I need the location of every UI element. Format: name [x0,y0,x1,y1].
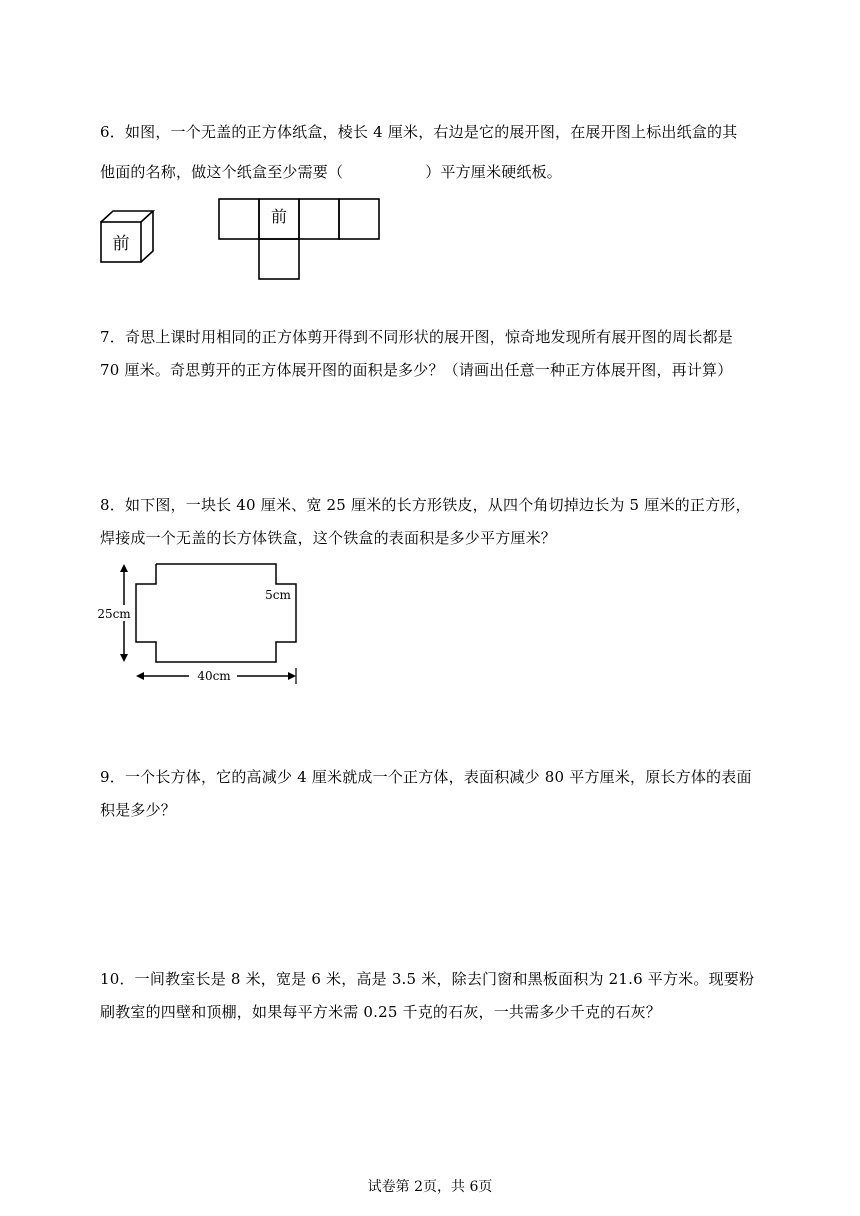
cube-side-face [141,211,153,262]
sheet-outline [136,564,296,662]
cube-front-label: 前 [112,234,130,254]
cube-figure [100,210,160,265]
q8-line-2: 焊接成一个无盖的长方体铁盒，这个铁盒的表面积是多少平方厘米？ [100,529,557,547]
net-square-bottom [259,239,299,279]
width-label: 40cm [197,669,231,683]
q10-line-2: 刷教室的四壁和顶棚，如果每平方米需 0.25 千克的石灰，一共需多少千克的石灰？ [100,1003,661,1021]
q6-line-2-start: 他面的名称，做这个纸盒至少需要（ [100,163,344,181]
width-arrow-right [288,672,296,680]
net-front-label: 前 [270,207,288,226]
q7-line-2: 70 厘米。奇思剪开的正方体展开图的面积是多少？（请画出任意一种正方体展开图，再计算） [100,361,733,379]
q10-line-1: 10．一间教室长是 8 米，宽是 6 米，高是 3.5 米，除去门窗和黑板面积为 21.6 平方米。现要粉 [100,970,755,988]
net-square-left [219,199,259,239]
net-square-3 [299,199,339,239]
q9-line-1: 9．一个长方体，它的高减少 4 厘米就成一个正方体，表面积减少 80 平方厘米，原长方体的表面 [100,768,752,786]
cube-net-figure [218,198,382,282]
height-label: 25cm [97,607,131,621]
q6-line-1: 6．如图，一个无盖的正方体纸盒，棱长 4 厘米，右边是它的展开图，在展开图上标出纸盒的其 [100,123,738,141]
iron-sheet-figure [96,558,306,688]
width-arrow-left [136,672,144,680]
q9-line-2: 积是多少？ [100,801,177,819]
height-arrow-down [120,654,128,662]
q8-line-1: 8．如下图，一块长 40 厘米、宽 25 厘米的长方形铁皮，从四个角切掉边长为 5 厘米的正方形， [100,496,751,514]
net-square-4 [339,199,379,239]
q6-line-2 [100,162,562,182]
height-arrow-up [120,564,128,572]
corner-label: 5cm [265,588,291,602]
cube-top-face [101,211,153,222]
q6-line-2-end: ）平方厘米硬纸板。 [425,163,563,181]
q7-line-1: 7．奇思上课时用相同的正方体剪开得到不同形状的展开图，惊奇地发现所有展开图的周长都是 [100,328,733,346]
page-footer: 试卷第 2页，共 6页 [367,1179,493,1195]
